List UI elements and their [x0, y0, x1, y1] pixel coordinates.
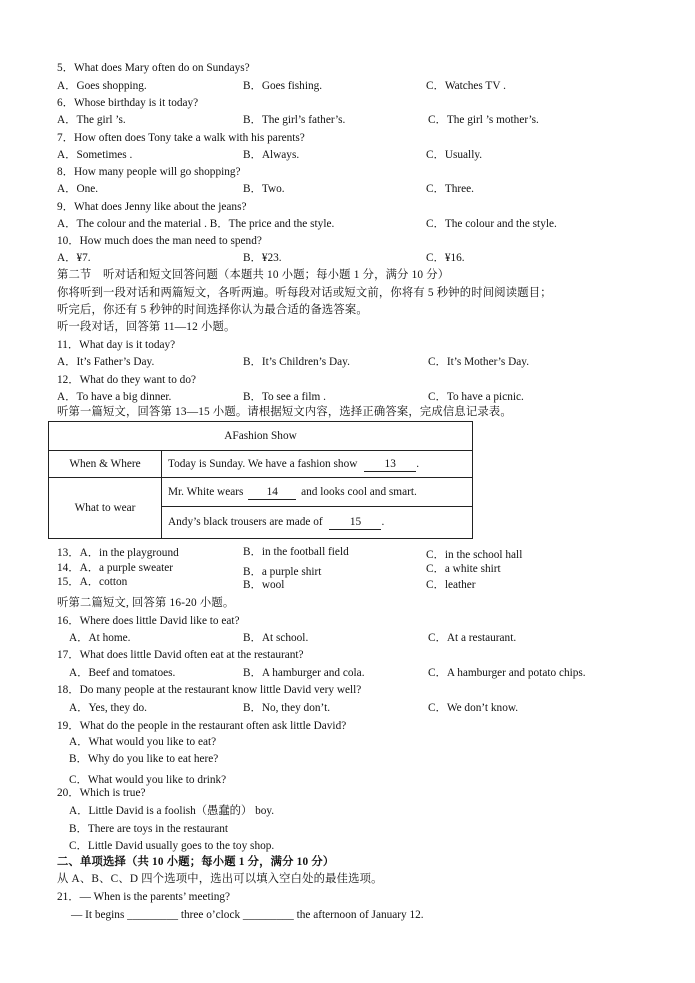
q8-option-a: A．One. — [57, 183, 99, 195]
q13-option-b: B．in the football field — [243, 546, 349, 558]
q6-option-a: A．The girl ’s. — [57, 114, 126, 126]
q5-option-a: A．Goes shopping. — [57, 80, 147, 92]
blank-13: 13 — [364, 457, 416, 472]
q10-stem: 10．How much does the man need to spend? — [57, 235, 262, 247]
passage1-instruction: 听第一篇短文，回答第 13—15 小题。请根据短文内容，选择正确答案，完成信息记录表。 — [57, 406, 512, 418]
q17-stem: 17．What does little David often eat at the restaurant? — [57, 649, 304, 661]
q10-option-c: C．¥16. — [426, 252, 465, 264]
q18-option-b: B．No, they don’t. — [243, 702, 331, 714]
table-text-13: Today is Sunday. We have a fashion show — [168, 457, 358, 470]
q15-option-b: B．wool — [243, 579, 285, 591]
fashion-show-table — [48, 421, 473, 539]
section2-instruction-2: 听完后，你还有 5 秒钟的时间选择你认为最合适的备选答案。 — [57, 304, 368, 316]
q14-option-c: C．a white shirt — [426, 563, 501, 575]
q19-option-a: A．What would you like to eat? — [69, 736, 217, 748]
q12-stem: 12．What do they want to do? — [57, 374, 196, 386]
q19-option-b: B．Why do you like to eat here? — [69, 753, 219, 765]
q16-option-c: C．At a restaurant. — [428, 632, 517, 644]
q7-option-a: A．Sometimes . — [57, 149, 133, 161]
q7-option-c: C．Usually. — [426, 149, 483, 161]
q6-option-b: B．The girl’s father’s. — [243, 114, 346, 126]
q10-option-b: B．¥23. — [243, 252, 282, 264]
q9-option-c: C．The colour and the style. — [426, 218, 557, 230]
q21-stem: 21．— When is the parents’ meeting? — [57, 891, 231, 903]
q19-stem: 19．What do the people in the restaurant often ask little David? — [57, 720, 347, 732]
q11-stem: 11．What day is it today? — [57, 339, 176, 351]
table-cell-wear-15: Andy’s black trousers are made of 15 . — [162, 507, 473, 539]
q18-stem: 18．Do many people at the restaurant know little David very well? — [57, 684, 362, 696]
q16-stem: 16．Where does little David like to eat? — [57, 615, 240, 627]
table-cell-when-where: Today is Sunday. We have a fashion show 13 . — [162, 451, 473, 478]
q14-option-a: 14．A．a purple sweater — [57, 562, 174, 574]
q17-option-a: A．Beef and tomatoes. — [69, 667, 176, 679]
passage2-instruction: 听第二篇短文, 回答第 16-20 小题。 — [57, 597, 235, 609]
blank-14: 14 — [248, 485, 296, 500]
q6-stem: 6．Whose birthday is it today? — [57, 97, 199, 109]
q18-option-c: C．We don’t know. — [428, 702, 519, 714]
q16-option-a: A．At home. — [69, 632, 131, 644]
table-text-15: Andy’s black trousers are made of — [168, 516, 323, 528]
blank-15: 15 — [329, 515, 381, 530]
table-label-when-where: When & Where — [49, 451, 162, 478]
table-text-14a: Mr. White wears — [168, 485, 244, 498]
q19-option-c: C．What would you like to drink? — [69, 774, 227, 786]
section2-dialog-instruction: 听一段对话，回答第 11—12 小题。 — [57, 321, 236, 333]
q15-option-c: C．leather — [426, 579, 476, 591]
q20-stem: 20．Which is true? — [57, 787, 146, 799]
q5-option-b: B．Goes fishing. — [243, 80, 323, 92]
table-cell-wear-14 — [162, 478, 473, 507]
table-text-14b: and looks cool and smart. — [301, 485, 417, 498]
q15-option-a: 15．A．cotton — [57, 576, 128, 588]
part2-title: 二、单项选择（共 10 小题；每小题 1 分，满分 10 分） — [57, 856, 335, 868]
q6-option-c: C．The girl ’s mother’s. — [428, 114, 539, 126]
q13-option-a: 13．A．in the playground — [57, 547, 179, 559]
table-label-what-to-wear: What to wear — [49, 478, 162, 539]
q18-option-a: A．Yes, they do. — [69, 702, 147, 714]
q12-option-c: C．To have a picnic. — [428, 391, 524, 403]
q8-option-b: B．Two. — [243, 183, 285, 195]
q12-option-b: B．To see a film . — [243, 391, 326, 403]
q16-option-b: B．At school. — [243, 632, 309, 644]
q11-option-a: A．It’s Father’s Day. — [57, 356, 155, 368]
q11-option-c: C．It’s Mother’s Day. — [428, 356, 530, 368]
q13-option-c: C．in the school hall — [426, 549, 523, 561]
section2-instruction-1: 你将听到一段对话和两篇短文，各听两遍。听每段对话或短文前，你将有 5 秒钟的时间阅读题目； — [57, 287, 552, 299]
section2-title: 第二节 听对话和短文回答问题（本题共 10 小题；每小题 1 分，满分 10 分） — [57, 269, 450, 281]
q14-option-b: B．a purple shirt — [243, 566, 322, 578]
q5-option-c: C．Watches TV . — [426, 80, 506, 92]
q7-option-b: B．Always. — [243, 149, 300, 161]
q20-option-c: C．Little David usually goes to the toy shop. — [69, 840, 275, 852]
q9-option-a-b: A．The colour and the material . B．The price and the style. — [57, 218, 335, 230]
q20-option-b: B．There are toys in the restaurant — [69, 823, 229, 835]
q21-line2: — It begins _________ three o’clock _________ the afternoon of January 12. — [71, 909, 424, 921]
q8-stem: 8．How many people will go shopping? — [57, 166, 241, 178]
q9-stem: 9．What does Jenny like about the jeans? — [57, 201, 247, 213]
q5-stem: 5．What does Mary often do on Sundays? — [57, 62, 250, 74]
q10-option-a: A．¥7. — [57, 252, 91, 264]
q17-option-b: B．A hamburger and cola. — [243, 667, 365, 679]
q11-option-b: B．It’s Children’s Day. — [243, 356, 350, 368]
q8-option-c: C．Three. — [426, 183, 474, 195]
part2-instruction: 从 A、B、C、D 四个选项中，选出可以填入空白处的最佳选项。 — [57, 873, 383, 885]
q7-stem: 7．How often does Tony take a walk with his parents? — [57, 132, 305, 144]
table-title: AFashion Show — [49, 422, 473, 451]
q17-option-c: C．A hamburger and potato chips. — [428, 667, 586, 679]
q12-option-a: A．To have a big dinner. — [57, 391, 172, 403]
q20-option-a: A．Little David is a foolish（愚蠢的） boy. — [69, 805, 275, 817]
